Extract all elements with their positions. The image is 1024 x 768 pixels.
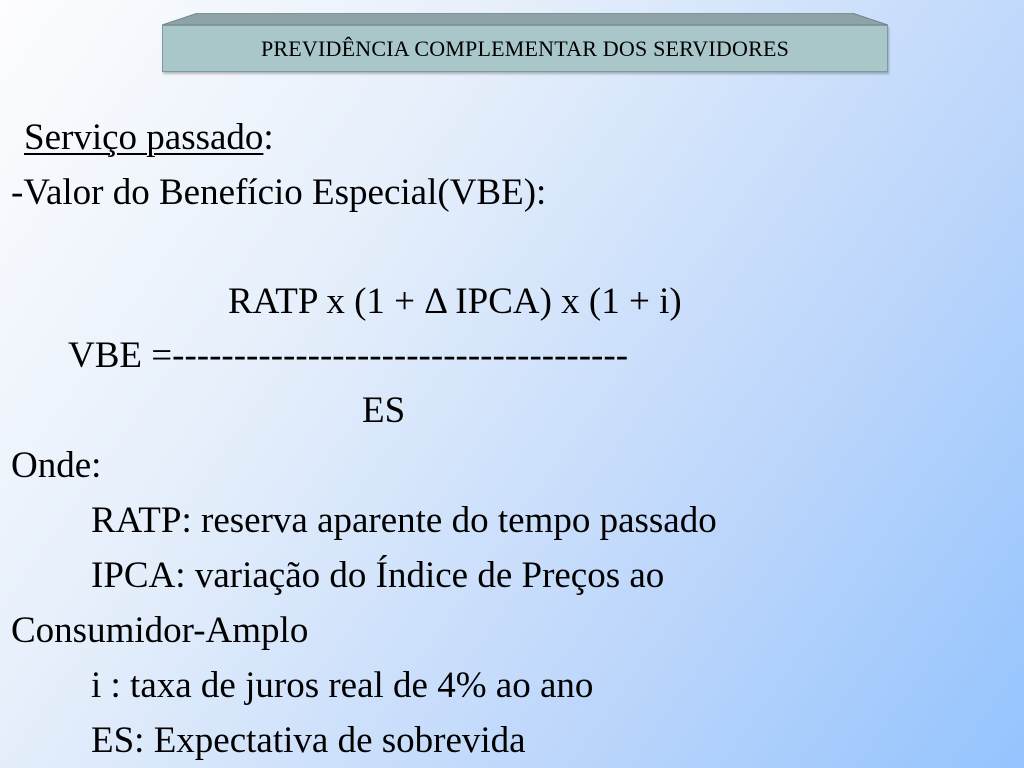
formula-divider: ------------------------------------- [172, 335, 629, 376]
subheading: -Valor do Benefício Especial(VBE): [11, 172, 547, 213]
where-label: Onde: [11, 445, 102, 486]
definition-ratp: RATP: reserva aparente do tempo passado [91, 500, 717, 541]
definition-ipca-line1: IPCA: variação do Índice de Preços ao [91, 555, 665, 596]
formula-lhs: VBE = [68, 335, 173, 376]
formula-denominator: ES [362, 390, 406, 431]
heading-text: Serviço passado [24, 117, 264, 158]
definition-es: ES: Expectativa de sobrevida [91, 720, 526, 761]
formula-row [68, 334, 628, 378]
formula-numerator: RATP x (1 + Δ IPCA) x (1 + i) [228, 281, 682, 322]
slide-title: PREVIDÊNCIA COMPLEMENTAR DOS SERVIDORES [260, 35, 790, 61]
title-banner-face [162, 25, 888, 72]
title-banner-bevel [162, 13, 888, 25]
title-banner [162, 13, 888, 71]
definition-i: i : taxa de juros real de 4% ao ano [91, 665, 594, 706]
heading-colon: : [263, 117, 274, 158]
definition-ipca-line2: Consumidor-Amplo [11, 610, 309, 651]
heading-line [24, 116, 274, 160]
